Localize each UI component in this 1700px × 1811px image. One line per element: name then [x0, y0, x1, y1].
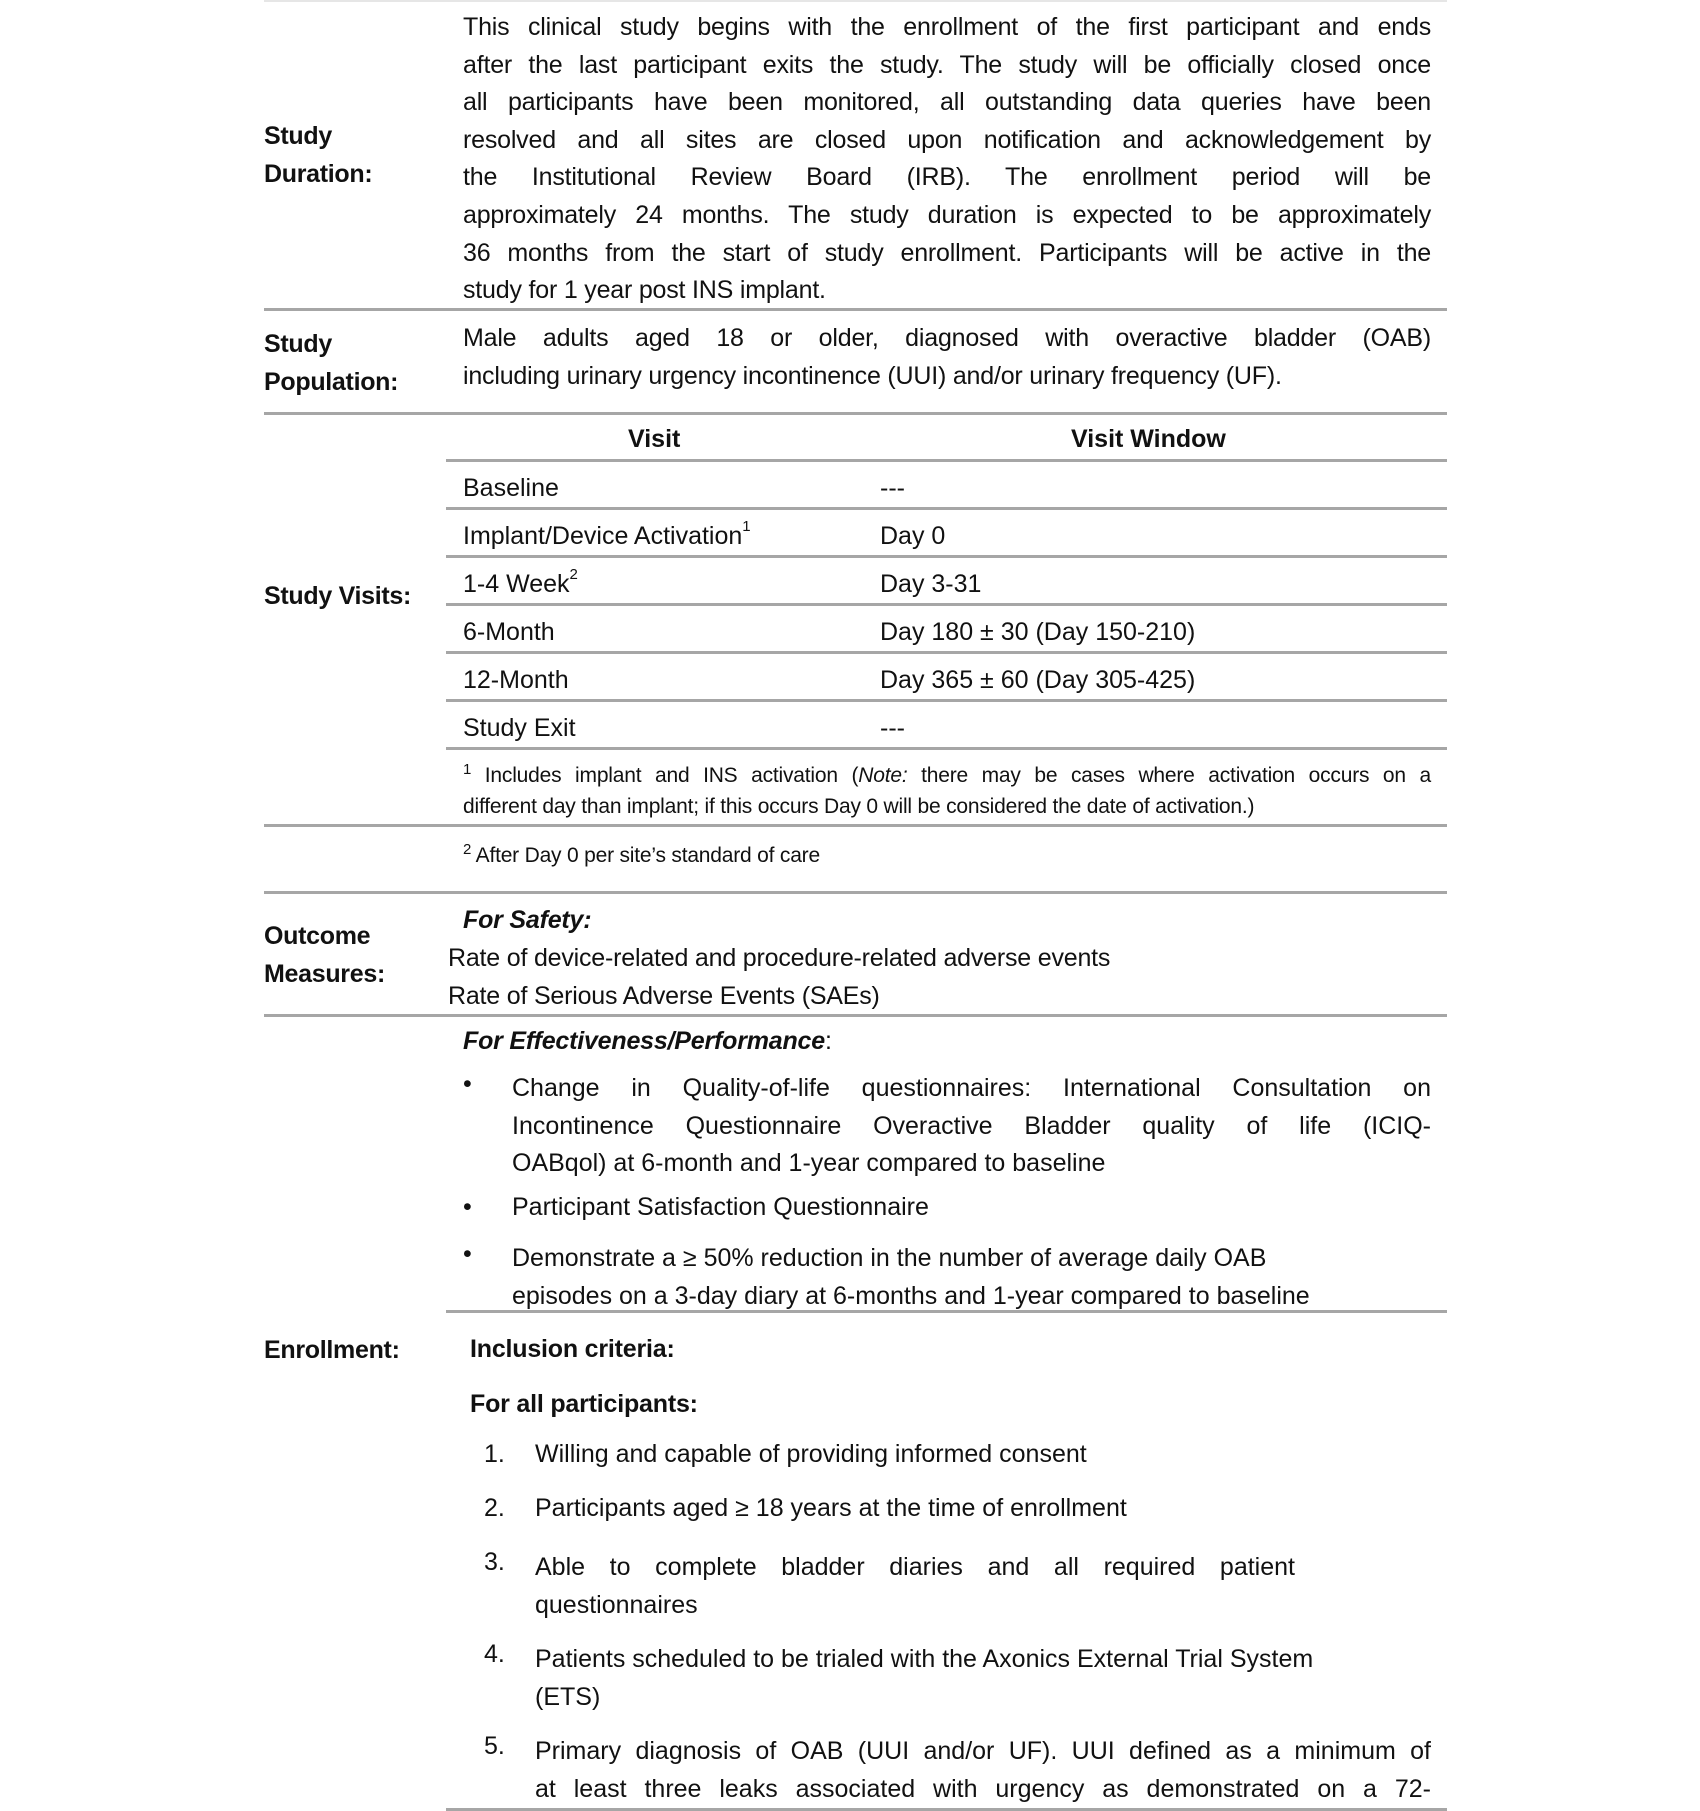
visit-window: --- — [880, 474, 905, 502]
effectiveness-item: • Participant Satisfaction Questionnaire — [463, 1193, 929, 1221]
section-divider — [264, 891, 1447, 894]
section-divider — [264, 824, 1447, 827]
text-line: the Institutional Review Board (IRB). The enrollment period will be — [463, 163, 1431, 192]
text-line: including urinary urgency incontinence (UUI) and/or urinary frequency (UF). — [463, 361, 1282, 390]
section-divider — [264, 412, 1447, 415]
visit-window: --- — [880, 714, 905, 742]
footnote-marker: 1 — [463, 761, 472, 778]
visit-name: 1-4 Week — [463, 570, 570, 598]
bullet-icon: • — [463, 1193, 472, 1221]
table-row — [463, 566, 578, 599]
visit-window: Day 3-31 — [880, 570, 982, 598]
table-row-divider — [446, 651, 1447, 654]
text-line: approximately 24 months. The study duration is expected to be approximately — [463, 200, 1431, 229]
criterion-number: 4. — [484, 1640, 505, 1668]
protocol-synopsis-page: Study Duration: This clinical study begins with the enrollment of the first participant and ends after the last participant exits the study. The study will be officially closed once all participants have been monitored, all outstanding data queries have been resolved and all sites are closed upon notification and acknowledgement by the Institutional Review Board (IRB). The enrollment period will be approximately 24 months. The study duration is expected to be approximately 36 months from the start of study enrollment. Participants will be active in the study for 1 year post INS implant. Study Population: Male adults aged 18 or older, diagnosed with overactive bladder (OAB) including urinary urgency incontinence (UUI) and/or urinary frequency (UF). Study Visits: Visit Visit Window Baseline --- Implant/Device Activation$^1$ Day 0 1-4 Week$^2$ Day 3-31 6-Month Day 180 ± 30 (Day 150-210) 12-Month Day 365 ± 60 (Day 305-425) Study Exit --- $^1$ Includes implant and INS activation (Note: there may be cases where activation occurs on a different day than implant; if this occurs Day 0 will be considered the date of activation.) $^2$ After Day 0 per site’s standard of care Outcome Measures: For Safety: Rate of device-related and procedure-related adverse events Rate of Serious Adverse Events (SAEs) For Effectiveness/Performance: • Change in Quality-of-life questionnaires: International Consultation on Incontinence Questionnaire Overactive Bladder quality of life (ICIQ- OABqol) at 6-month and 1-year compared to baseline • Participant Satisfaction Questionnaire • Demonstrate a ≥ 50% reduction in the number of average daily OAB episodes on a 3-day diary at 6-months and 1-year compared to baseline Enrollment: Inclusion criteria: For all participants: 1. Willing and capable of providing informed consent 2. Participants aged ≥ 18 years at the time of enrollment 3. Able to complete bladder diaries and all required patient questionnaires 4. Patients scheduled to be trialed with the Axonics External Trial System (ETS) 5. Primary diagnosis of OAB (UUI and/or UF). UUI defined as a minimum of at least three leaks associated with urgency as demonstrated on a 72- — [0, 0, 1700, 1797]
visit-name: Baseline — [463, 474, 559, 502]
effectiveness-item: • Demonstrate a ≥ 50% reduction in the number of average daily OAB episodes on a 3-day diary at 6-months and 1-year compared to baseline — [463, 1240, 1310, 1310]
visit-window-column-header: Visit Window — [1071, 425, 1226, 453]
bullet-icon: • — [463, 1070, 472, 1098]
safety-item: Rate of device-related and procedure-related adverse events — [448, 944, 1111, 972]
footnote-marker: 2 — [569, 566, 578, 583]
visit-window: Day 365 ± 60 (Day 305-425) — [880, 666, 1196, 694]
section-divider — [264, 308, 1447, 311]
effectiveness-heading: For Effectiveness/Performance: — [463, 1027, 832, 1055]
text-line: after the last participant exits the study. The study will be officially closed once — [463, 50, 1431, 79]
text-line: study for 1 year post INS implant. — [463, 276, 826, 305]
footnote-marker: 1 — [742, 518, 751, 535]
text-line: resolved and all sites are closed upon notification and acknowledgement by — [463, 125, 1431, 154]
table-row — [463, 474, 559, 503]
criterion-number: 3. — [484, 1548, 505, 1576]
study-duration-label: Study Duration: — [264, 122, 373, 188]
footnote-2: $^2$ After Day 0 per site’s standard of care — [463, 841, 820, 867]
study-visits-label: Study Visits: — [264, 582, 412, 610]
criterion-number: 1. — [484, 1440, 505, 1468]
table-row — [463, 618, 555, 647]
enrollment-label: Enrollment: — [264, 1336, 400, 1364]
safety-heading: For Safety: — [463, 906, 592, 934]
section-divider — [446, 1310, 1447, 1313]
outcome-measures-label: Outcome Measures: — [264, 922, 385, 988]
table-row-divider — [446, 603, 1447, 606]
all-participants-heading: For all participants: — [470, 1390, 698, 1418]
table-row-divider — [446, 699, 1447, 702]
table-row-divider — [446, 507, 1447, 510]
criterion-number: 2. — [484, 1494, 505, 1522]
inclusion-criteria-heading: Inclusion criteria: — [470, 1335, 675, 1363]
visit-column-header: Visit — [628, 425, 681, 453]
table-row — [463, 666, 569, 695]
table-header-divider — [446, 459, 1447, 462]
text-line: 36 months from the start of study enrollment. Participants will be active in the — [463, 238, 1431, 267]
criterion-number: 5. — [484, 1732, 505, 1760]
text-line: all participants have been monitored, all outstanding data queries have been — [463, 88, 1431, 117]
visit-window: Day 180 ± 30 (Day 150-210) — [880, 618, 1196, 646]
visit-name: 12-Month — [463, 666, 569, 694]
table-row-divider — [446, 747, 1447, 750]
top-divider — [264, 0, 1447, 2]
table-row-divider — [446, 555, 1447, 558]
footnote-marker: 2 — [463, 841, 472, 858]
effectiveness-item: • Change in Quality-of-life questionnaires: International Consultation on Incontinence Questionnaire Overactive Bladder quality of life (ICIQ- OABqol) at 6-month and 1-year compared to baseline — [463, 1070, 1431, 1178]
section-divider — [264, 1014, 1447, 1017]
text-line: Male adults aged 18 or older, diagnosed with overactive bladder (OAB) — [463, 324, 1431, 352]
study-population-text — [463, 320, 1431, 395]
table-row — [463, 518, 751, 551]
visit-name: Study Exit — [463, 714, 576, 742]
safety-item: Rate of Serious Adverse Events (SAEs) — [448, 982, 880, 1010]
visit-window: Day 0 — [880, 522, 946, 550]
study-duration-text — [463, 9, 1431, 310]
visit-name: Implant/Device Activation — [463, 522, 743, 550]
bullet-icon: • — [463, 1240, 472, 1268]
visit-name: 6-Month — [463, 618, 555, 646]
text-line: This clinical study begins with the enrollment of the first participant and ends — [463, 13, 1431, 41]
footnote-1: $^1$ Includes implant and INS activation (Note: there may be cases where activation occurs on a different day than implant; if this occurs Day 0 will be considered the date of activation.) — [463, 761, 1432, 818]
table-row — [463, 714, 576, 743]
study-population-label: Study Population: — [264, 330, 399, 396]
